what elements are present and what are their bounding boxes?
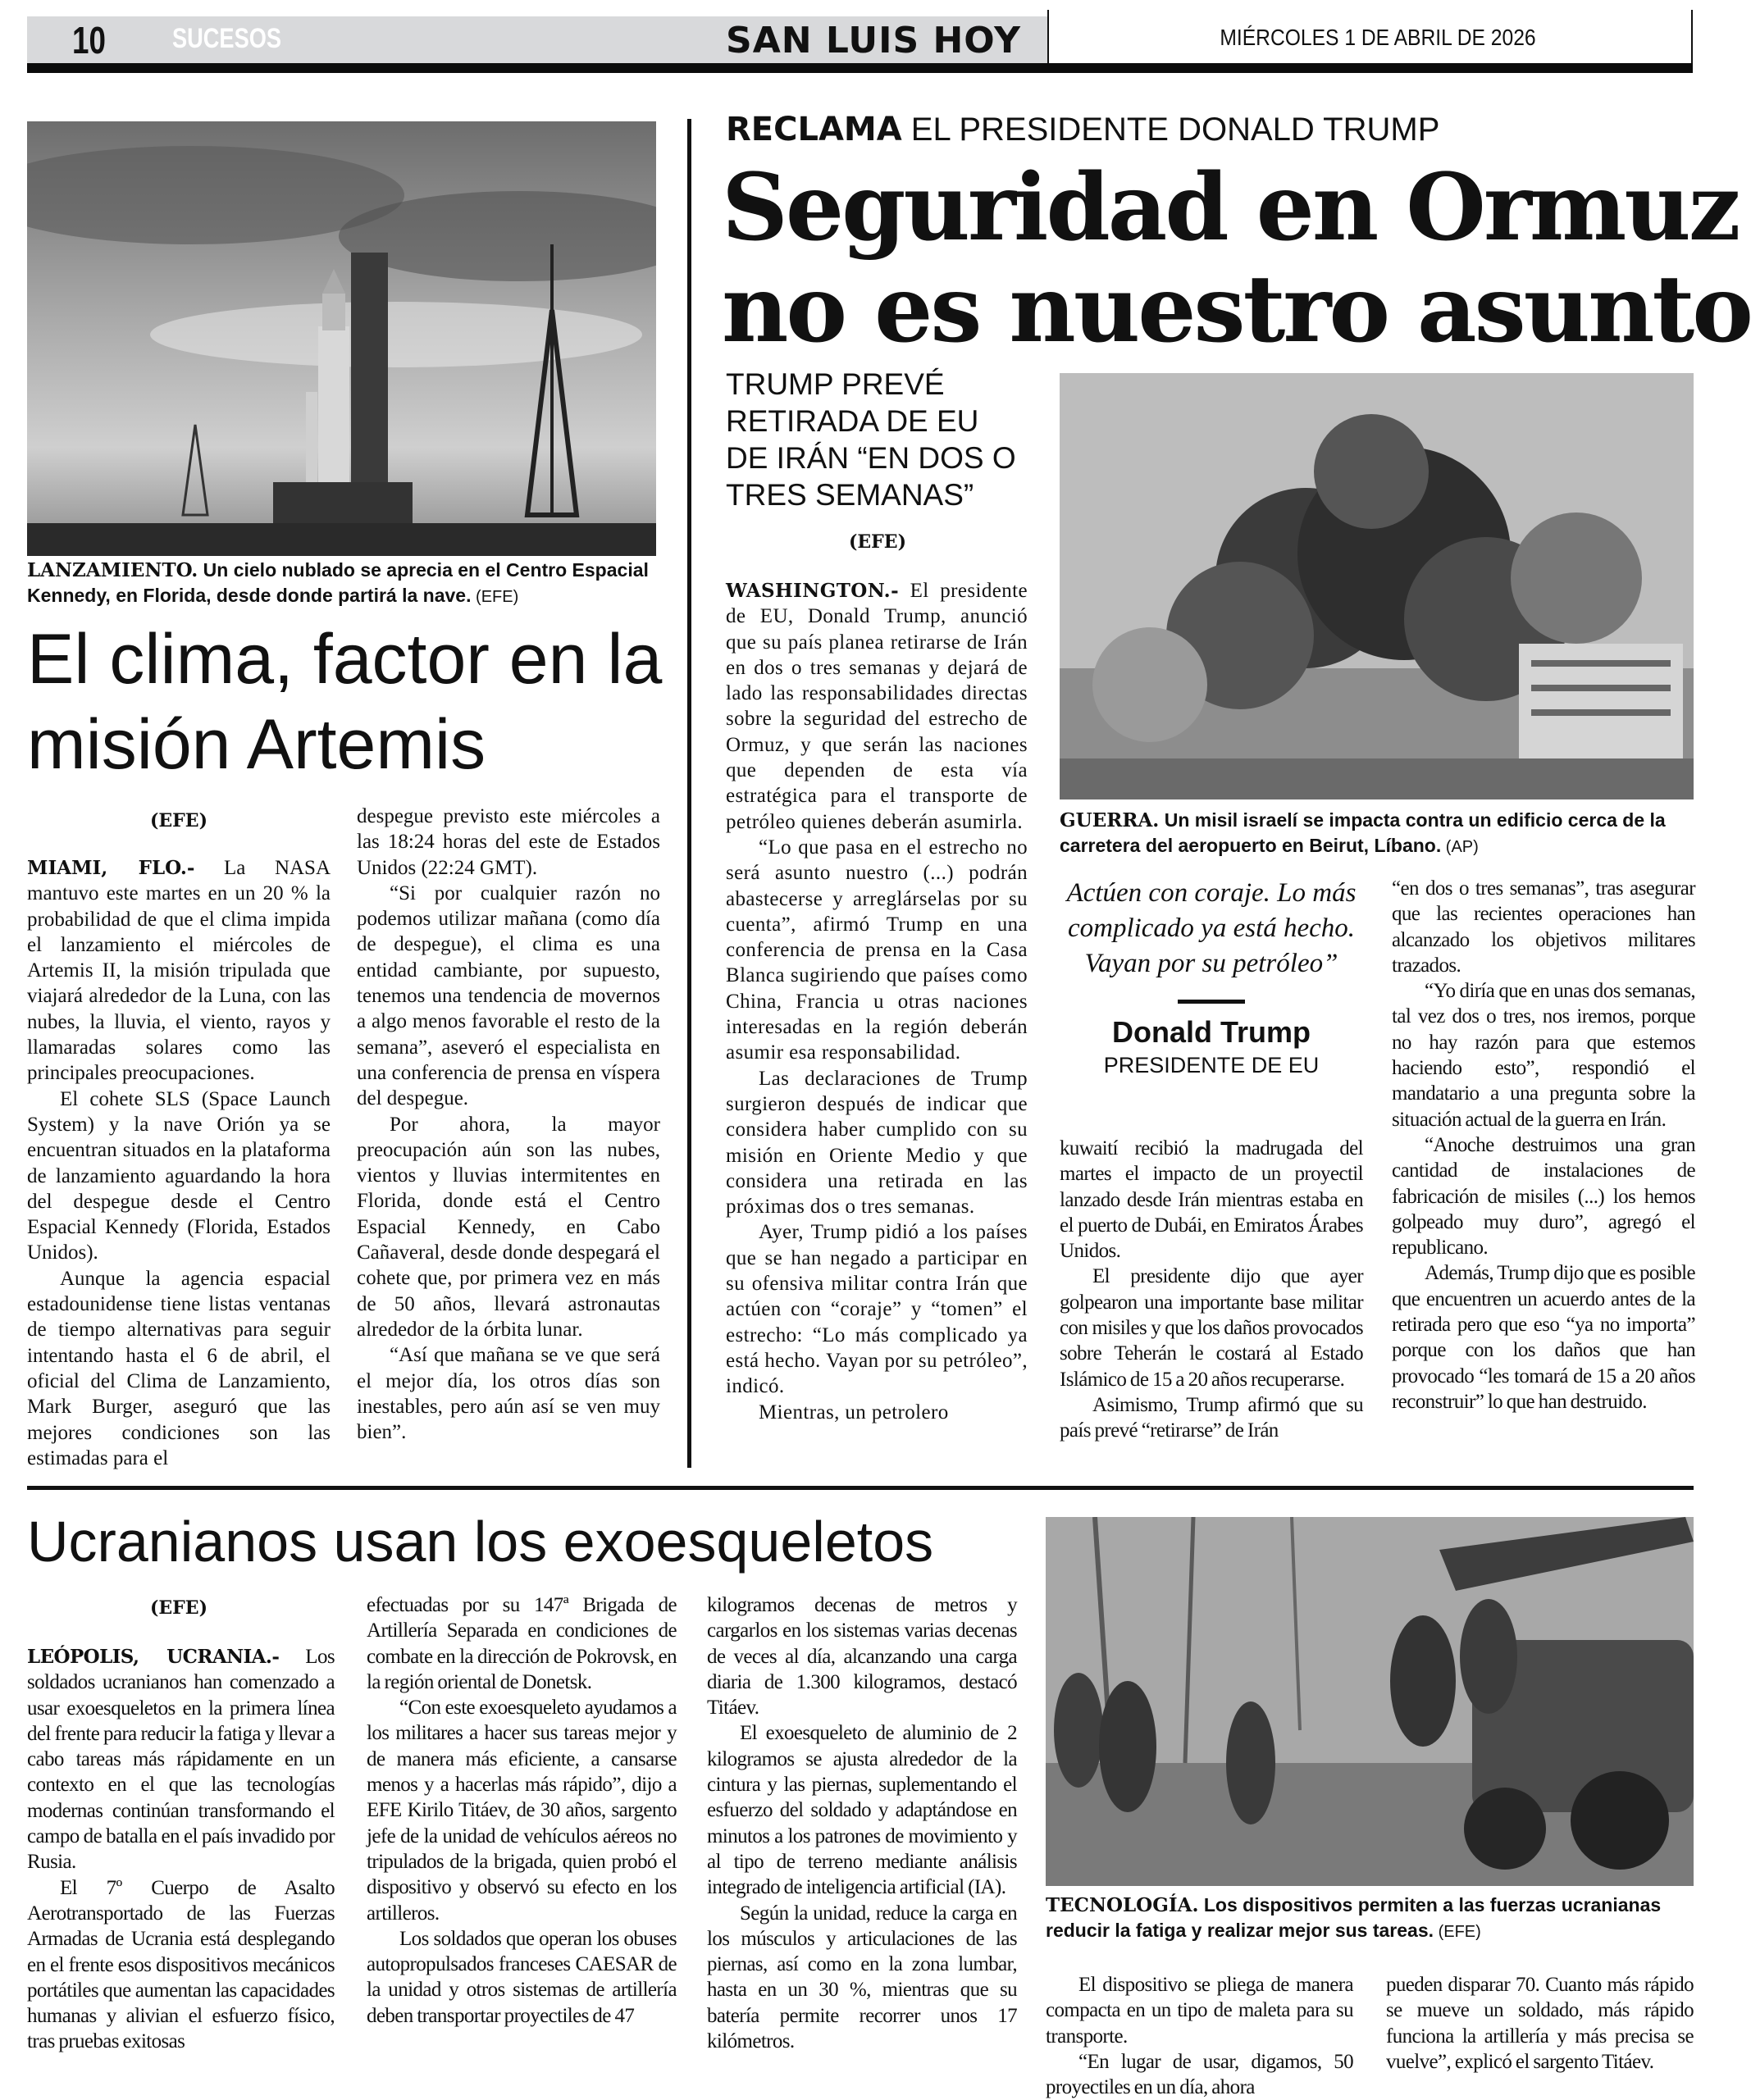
- headline-line-2: no es nuestro asunto: [722, 256, 1751, 363]
- artemis-source: (EFE): [150, 810, 207, 831]
- artillery-photo: [1046, 1517, 1694, 1886]
- paragraph: Además, Trump dijo que es posible que encuentren un acuerdo antes de la retirada pero que eso “ya no importa” porque con los daños que han provocado “les tomará de 15 a 20 años reconstruir” lo que han destruido.: [1392, 1262, 1695, 1413]
- paragraph: efectuadas por su 147ª Brigada de Artillería Separada en condiciones de combate en la dirección de Pokrovsk, en la región oriental de Donetsk.: [367, 1594, 677, 1693]
- explosion-photo: [1060, 373, 1694, 799]
- caption-label: TECNOLOGÍA.: [1046, 1894, 1199, 1916]
- trump-photo-caption: [1060, 808, 1699, 859]
- section-divider: [27, 1486, 1694, 1490]
- caption-text: Un cielo nublado se aprecia en el Centro Espacial Kennedy, en Florida, desde donde partirá la nave.: [27, 559, 649, 606]
- page-number: 10: [72, 19, 106, 61]
- ukraine-photo-caption: [1046, 1893, 1694, 1944]
- section-name: SUCESOS: [172, 23, 282, 54]
- paragraph: Según la unidad, reduce la carga en los músculos y articulaciones de las piernas, así como en la zona lumbar, hasta en un 30 %, mientras que su batería permite recorrer unos 17 kilómetros.: [707, 1902, 1017, 2053]
- ukraine-column-5: [1386, 1972, 1694, 2075]
- caption-text: Un misil israelí se impacta contra un edificio cerca de la carretera del aeropuerto en Beirut, Líbano.: [1060, 809, 1666, 856]
- paragraph: Aunque la agencia espacial estadounidense tiene listas ventanas de tiempo alternativas para seguir intentando hasta el 6 de abril, el oficial del Clima de Lanzamiento, Mark Burger, aseguró que las mejores condiciones son las estimadas para el: [27, 1267, 331, 1469]
- paragraph: pueden disparar 70. Cuanto más rápido se mueve un soldado, más rápido funciona la artillería y más precisa se vuelve”, explicó el sargento Titáev.: [1386, 1974, 1694, 2073]
- quote-text: Actúen con coraje. Lo más complicado ya está hecho. Vayan por su petróleo”: [1066, 878, 1357, 978]
- artemis-column-2: [357, 804, 660, 1445]
- paragraph: [726, 578, 1028, 835]
- paragraph: “En lugar de usar, digamos, 50 proyectiles en un día, ahora: [1046, 2050, 1353, 2099]
- dateline: LEÓPOLIS, UCRANIA.-: [27, 1646, 280, 1668]
- paragraph: kuwaití recibió la madrugada del martes el impacto de un proyectil lanzado desde Irán mientras estaba en el puerto de Dubái, en Emiratos Árabes Unidos.: [1060, 1137, 1363, 1263]
- paragraph-text: El presidente de EU, Donald Trump, anunció que su país planea retirarse de Irán en dos o tres semanas y dejará de lado las responsabilidades directas sobre la seguridad del estrecho de Ormuz, y que serán las naciones que dependen de esta vía estratégica para el transporte de petróleo quienes deberán asumirla.: [726, 580, 1028, 833]
- trump-source: (EFE): [849, 531, 906, 553]
- ukraine-source: (EFE): [150, 1597, 207, 1619]
- paragraph: Las declaraciones de Trump surgieron después de indicar que considera haber cumplido con su misión en Oriente Medio y que considera una retirada en las próximas dos o tres semanas.: [726, 1067, 1028, 1219]
- paragraph: “Yo diría que en unas dos semanas, tal vez dos o tres, nos iremos, porque no hay razón para que estemos haciendo esto”, respondió el mandatario a una pregunta sobre la situación actual de la guerra en Irán.: [1392, 980, 1695, 1131]
- issue-date: MIÉRCOLES 1 DE ABRIL DE 2026: [1220, 25, 1536, 50]
- paragraph: El exoesqueleto de aluminio de 2 kilogramos se ajusta alrededor de la cintura y las piernas, suplementando el esfuerzo del soldado y adaptándose en minutos a los patrones de movimiento y al tipo de terreno mediante análisis integrado de inteligencia artificial (IA).: [707, 1722, 1017, 1899]
- caption-credit: (EFE): [471, 588, 519, 606]
- trump-column-2: [1060, 1136, 1363, 1444]
- paragraph: El dispositivo se pliega de manera compacta en un tipo de maleta para su transporte.: [1046, 1974, 1353, 2048]
- header-rule: [27, 63, 1693, 73]
- ukraine-headline: Ucranianos usan los exoesqueletos: [27, 1510, 934, 1574]
- masthead: SAN LUIS HOY: [726, 20, 1021, 61]
- paragraph: Por ahora, la mayor preocupación aún son las nubes, vientos y lluvias intermitentes en Florida, donde está el Centro Espacial Kennedy, en Cabo Cañaveral, desde donde despegará el cohete que, por primera vez en más de 50 años, llevará astronautas alrededor de la órbita lunar.: [357, 1113, 660, 1341]
- launchpad-photo: [27, 121, 656, 556]
- trump-column-3: [1392, 876, 1695, 1414]
- paragraph-text: Los soldados ucranianos han comenzado a usar exoesqueletos en la primera línea del frente para reducir la fatiga y llevar a cabo tareas más rápidamente en un contexto en el que las tecnologías modernas continúan transformando el campo de batalla en el país invadido por Rusia.: [27, 1646, 335, 1874]
- quote-name: Donald Trump: [1112, 1015, 1311, 1049]
- caption-label: GUERRA.: [1060, 809, 1160, 831]
- dateline: MIAMI, FLO.-: [27, 857, 195, 879]
- paragraph: “en dos o tres semanas”, tras asegurar que las recientes operaciones han alcanzado los objetivos militares trazados.: [1392, 877, 1695, 977]
- ukraine-column-1: [27, 1644, 335, 2055]
- quote-rule: [1178, 1000, 1245, 1004]
- paragraph: “Anoche destruimos una gran cantidad de instalaciones de fabricación de misiles (...) los hemos golpeado muy duro”, agregó el republicano.: [1392, 1133, 1695, 1260]
- paragraph: “Si por cualquier razón no podemos utilizar mañana (como día de despegue), el clima es una entidad cambiante, por supuesto, tenemos una tendencia de movernos a algo menos favorable el resto de la semana”, aseveró el especialista en una conferencia de prensa en víspera del despegue.: [357, 881, 660, 1110]
- paragraph: “Así que mañana se ve que será el mejor día, los otros días son inestables, pero aún así se ven muy bien”.: [357, 1344, 660, 1444]
- artemis-headline: El clima, factor en la misión Artemis: [27, 620, 663, 784]
- paragraph: “Lo que pasa en el estrecho no será asunto nuestro (...) podrán abastecerse y arreglárselas por su cuenta”, afirmó Trump en una conferencia de prensa en la Casa Blanca sugiriendo que países como China, Francia u otras naciones interesadas en la región deberán asumir esa responsabilidad.: [726, 836, 1028, 1064]
- caption-credit: (AP): [1441, 838, 1479, 856]
- trump-deck: TRUMP PREVÉ RETIRADA DE EU DE IRÁN “EN DOS O TRES SEMANAS”: [726, 367, 1016, 512]
- paragraph: Los soldados que operan los obuses autopropulsados franceses CAESAR de la unidad y otros sistemas de artillería deben transportar proyectiles de 47: [367, 1927, 677, 2027]
- paragraph: despegue previsto este miércoles a las 18:24 horas del este de Estados Unidos (22:24 GMT).: [357, 805, 660, 879]
- ukraine-column-3: [707, 1592, 1017, 2054]
- trump-headline: [722, 154, 1751, 363]
- quote-title: PRESIDENTE DE EU: [1103, 1053, 1320, 1077]
- dateline: WASHINGTON.-: [726, 580, 900, 602]
- paragraph: kilogramos decenas de metros y cargarlos en los sistemas varias decenas de veces al día, alcanzando una carga diaria de 1.300 kilogramos, destacó Titáev.: [707, 1594, 1017, 1720]
- ukraine-column-2: [367, 1592, 677, 2029]
- caption-text: Los dispositivos permiten a las fuerzas ucranianas reducir la fatiga y realizar mejor sus tareas.: [1046, 1894, 1662, 1941]
- ukraine-column-4: [1046, 1972, 1353, 2100]
- artemis-column-1: [27, 855, 331, 1471]
- paragraph: “Con este exoesqueleto ayudamos a los militares a hacer sus tareas mejor y de manera más eficiente, a cansarse menos y a hacerlas más rápido”, dijo a EFE Kirilo Titáev, de 30 años, sargento jefe de la unidad de vehículos aéreos no tripulados de la brigada, quien probó el dispositivo y observó su efecto en los artilleros.: [367, 1697, 677, 1925]
- paragraph: El presidente dijo que ayer golpearon una importante base militar con misiles y que los daños provocados sobre Teherán le costará al Estado Islámico de 15 a 20 años recuperarse.: [1060, 1265, 1363, 1391]
- kicker-bold: RECLAMA: [726, 111, 902, 148]
- caption-label: LANZAMIENTO.: [27, 559, 198, 581]
- pull-quote: [1060, 876, 1363, 1078]
- paragraph: Asimismo, Trump afirmó que su país prevé “retirarse” de Irán: [1060, 1393, 1363, 1442]
- artemis-photo-caption: [27, 558, 659, 609]
- trump-kicker: [726, 111, 1439, 148]
- paragraph: Ayer, Trump pidió a los países que se han negado a participar en su ofensiva militar contra Irán que actúen con “coraje” y “tomen” el estrecho: “Lo más complicado ya está hecho. Vayan por su petróleo”, indicó.: [726, 1221, 1028, 1398]
- trump-column-1: [726, 578, 1028, 1425]
- paragraph: [27, 1644, 335, 1875]
- paragraph: Mientras, un petrolero: [759, 1401, 949, 1424]
- paragraph: El 7º Cuerpo de Asalto Aerotransportado de las Fuerzas Armadas de Ucrania está desplegando en el frente esos dispositivos mecánicos portátiles que aumentan las capacidades humanas y alivian el esfuerzo físico, tras pruebas exitosas: [27, 1876, 335, 2053]
- paragraph-text: La NASA mantuvo este martes en un 20 % la probabilidad de que el clima impida el lanzamiento el miércoles de Artemis II, la misión tripulada que viajará alrededor de la Luna, con las nubes, la lluvia, el viento, rayos y llamaradas solares como las principales preocupaciones.: [27, 857, 331, 1085]
- paragraph: El cohete SLS (Space Launch System) y la nave Orión ya se encuentran situados en la plataforma de lanzamiento aguardando la hora del despegue desde el Centro Espacial Kennedy (Florida, Estados Unidos).: [27, 1087, 331, 1264]
- caption-credit: (EFE): [1434, 1923, 1481, 1941]
- kicker-rest: EL PRESIDENTE DONALD TRUMP: [901, 112, 1440, 148]
- column-divider: [687, 119, 691, 1468]
- paragraph: [27, 855, 331, 1086]
- headline-line-1: Seguridad en Ormuz: [722, 154, 1739, 262]
